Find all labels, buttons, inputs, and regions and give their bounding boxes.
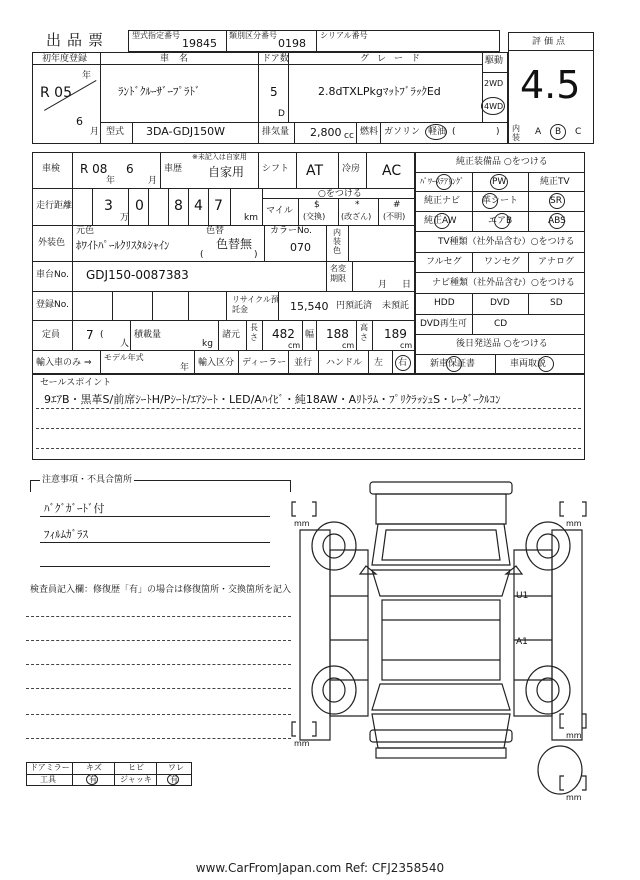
serial-label: シリアル番号 bbox=[320, 31, 368, 40]
displacement: 2,800 bbox=[310, 126, 342, 139]
first-reg-month: 6 bbox=[76, 115, 83, 128]
interior-a: A bbox=[535, 127, 542, 137]
equip-leather: 革シート bbox=[482, 196, 519, 206]
displacement-label: 排気量 bbox=[262, 127, 290, 137]
equipment-title: 純正装備品 ○をつける bbox=[456, 157, 548, 167]
fuel-diesel: 軽油 bbox=[428, 127, 447, 137]
fuel-gasoline: ガソリン bbox=[384, 127, 421, 137]
equip-navi: 純正ナビ bbox=[424, 196, 461, 206]
grade-label: グレード bbox=[360, 54, 429, 64]
recycle-label: リサイクル預託金 bbox=[232, 295, 279, 314]
equip-ps-circle bbox=[436, 174, 452, 190]
mileage-digit-2: 0 bbox=[135, 198, 144, 214]
sales-point-text: 9ｴｱB・黒革S/前席ｼｰﾄH/Pｼｰﾄ/ｴｱｼｰﾄ・LED/Aﾊｲﾋﾞ・純18AW・Aﾘﾄﾗﾑ・ﾌﾟﾘｸﾗｯｼｭS・ﾚｰﾀﾞｰｸﾙｺﾝ bbox=[44, 393, 501, 406]
drive-2wd: 2WD bbox=[484, 79, 504, 88]
chassis-no: GDJ150-0087383 bbox=[86, 268, 189, 282]
doc-warranty-circle bbox=[446, 356, 462, 372]
jack-circle bbox=[167, 774, 179, 785]
equip-sr-circle bbox=[549, 193, 565, 209]
score-value: 4.5 bbox=[520, 63, 581, 107]
equip-airbag-circle bbox=[494, 213, 510, 229]
chassis-label: 車台No. bbox=[36, 270, 69, 280]
equip-power-steering: ﾊﾟﾜｰｽﾃｱﾘﾝｸﾞ bbox=[420, 177, 464, 186]
doors: 5 bbox=[270, 85, 278, 99]
grade: 2.8dTXLPkgﾏｯﾄﾌﾞﾗｯｸEd bbox=[318, 85, 441, 98]
footer-ref: www.CarFromJapan.com Ref: CFJ2358540 bbox=[195, 861, 445, 875]
handle-right: 右 bbox=[398, 358, 408, 368]
shaken-label: 車検 bbox=[42, 164, 61, 174]
import-label: 輸入車のみ bbox=[36, 358, 82, 368]
drive-label: 駆動 bbox=[485, 56, 504, 66]
damage-mark-u1: U1 bbox=[516, 591, 529, 601]
equip-leather-circle bbox=[482, 193, 498, 209]
model: 3DA-GDJ150W bbox=[146, 125, 226, 138]
equip-tv: 純正TV bbox=[540, 177, 570, 187]
doc-manual: 車両取説 bbox=[510, 359, 547, 369]
inspector-label: 検査員記入欄：修復歴「有」の場合は修復箇所・交換箇所を記入 bbox=[30, 585, 292, 595]
doors-label: ドア数 bbox=[262, 54, 289, 64]
sales-point-label: セールスポイント bbox=[40, 378, 112, 388]
first-reg-year: R 05 bbox=[40, 85, 72, 101]
drive-4wd: 4WD bbox=[484, 102, 504, 111]
equip-sr: SR bbox=[550, 196, 562, 206]
length: 482 bbox=[272, 327, 295, 341]
car-body-diagram bbox=[290, 470, 600, 820]
doc-manual-circle bbox=[538, 356, 554, 372]
notes-label: 注意事項・不具合箇所 bbox=[42, 475, 133, 485]
mileage-digit-3: 8 bbox=[174, 198, 183, 214]
car-name: ﾗﾝﾄﾞｸﾙｰｻﾞｰﾌﾟﾗﾄﾞ bbox=[118, 85, 201, 98]
mm-label-3: mm bbox=[294, 739, 310, 748]
usage-label: 車歴 bbox=[164, 164, 183, 174]
shift: AT bbox=[306, 163, 324, 179]
color-no: 070 bbox=[290, 241, 311, 254]
mileage-digit-1: 3 bbox=[104, 198, 113, 214]
fuel-diesel-circle bbox=[425, 124, 447, 140]
class-no: 0198 bbox=[278, 37, 306, 50]
mm-label-4: mm bbox=[566, 731, 582, 740]
usage: 自家用 bbox=[208, 165, 245, 179]
drive-4wd-circle bbox=[481, 97, 505, 115]
handle-right-circle bbox=[395, 355, 411, 371]
doc-warranty: 新車保証書 bbox=[430, 359, 476, 369]
car-name-label: 車名 bbox=[160, 54, 199, 64]
tv-title: TV種類（社外品含む）○をつける bbox=[438, 237, 575, 247]
equip-pw: PW bbox=[492, 177, 507, 187]
note-line-2: ﾌｨﾙﾑｶﾞﾗｽ bbox=[44, 528, 88, 541]
docs-title: 後日発送品 ○をつける bbox=[456, 339, 548, 349]
mile-label: マイル bbox=[266, 206, 293, 216]
ac: AC bbox=[382, 163, 402, 179]
interior-c: C bbox=[575, 127, 582, 137]
class-no-label: 類別区分番号 bbox=[229, 31, 277, 40]
width: 188 bbox=[326, 327, 349, 341]
registration-label: 登録No. bbox=[36, 300, 69, 310]
equip-aw: 純正AW bbox=[424, 216, 457, 226]
navi-title: ナビ種類（社外品含む）○をつける bbox=[432, 278, 575, 288]
mm-label-2: mm bbox=[566, 519, 582, 528]
color-change: 色替無 bbox=[216, 237, 253, 251]
score-label: 評価点 bbox=[532, 37, 569, 47]
type-no: 19845 bbox=[182, 37, 217, 50]
form-title: 出品票 bbox=[46, 31, 110, 49]
note-line-1: ﾊﾞｸﾞｶﾞｰﾄﾞ付 bbox=[44, 502, 105, 515]
mm-label-5: mm bbox=[566, 793, 582, 802]
equip-abs: ABS bbox=[548, 216, 566, 226]
height: 189 bbox=[384, 327, 407, 341]
import-parallel: 並行 bbox=[294, 358, 313, 368]
type-no-label: 型式指定番号 bbox=[132, 31, 180, 40]
interior-b-circle bbox=[550, 124, 566, 140]
capacity: 7 bbox=[86, 328, 94, 342]
equip-pw-circle bbox=[490, 174, 508, 190]
shift-label: シフト bbox=[262, 164, 290, 174]
mileage-digit-5: 7 bbox=[214, 198, 223, 214]
fuel-label: 燃料 bbox=[360, 127, 379, 137]
capacity-label: 定員 bbox=[42, 330, 61, 340]
handle-left: 左 bbox=[374, 358, 384, 368]
model-label: 型式 bbox=[106, 127, 125, 137]
not-deposited: 未預託 bbox=[382, 301, 410, 311]
mm-label-1: mm bbox=[294, 519, 310, 528]
interior-label: 内装 bbox=[512, 124, 520, 142]
ac-label: 冷房 bbox=[342, 164, 361, 174]
mileage-label: 走行距離 bbox=[36, 201, 73, 211]
equip-airbag: エアB bbox=[488, 216, 513, 226]
interior-b: B bbox=[555, 127, 562, 137]
original-color: ﾎﾜｲﾄﾊﾟｰﾙｸﾘｽﾀﾙｼｬｲﾝ bbox=[76, 239, 170, 252]
first-reg-label: 初年度登録 bbox=[42, 54, 88, 64]
equip-abs-circle bbox=[549, 213, 565, 229]
tool-circle bbox=[86, 774, 98, 785]
damage-mark-a1: A1 bbox=[516, 637, 528, 647]
shaken-month: 6 bbox=[126, 162, 134, 176]
equip-aw-circle bbox=[434, 213, 450, 229]
mileage-digit-4: 4 bbox=[194, 198, 203, 214]
shaken-year: R 08 bbox=[80, 162, 108, 176]
import-dealer: ディーラー bbox=[242, 358, 287, 368]
recycle-amount: 15,540 bbox=[290, 300, 329, 313]
color-label: 外装色 bbox=[38, 238, 66, 248]
